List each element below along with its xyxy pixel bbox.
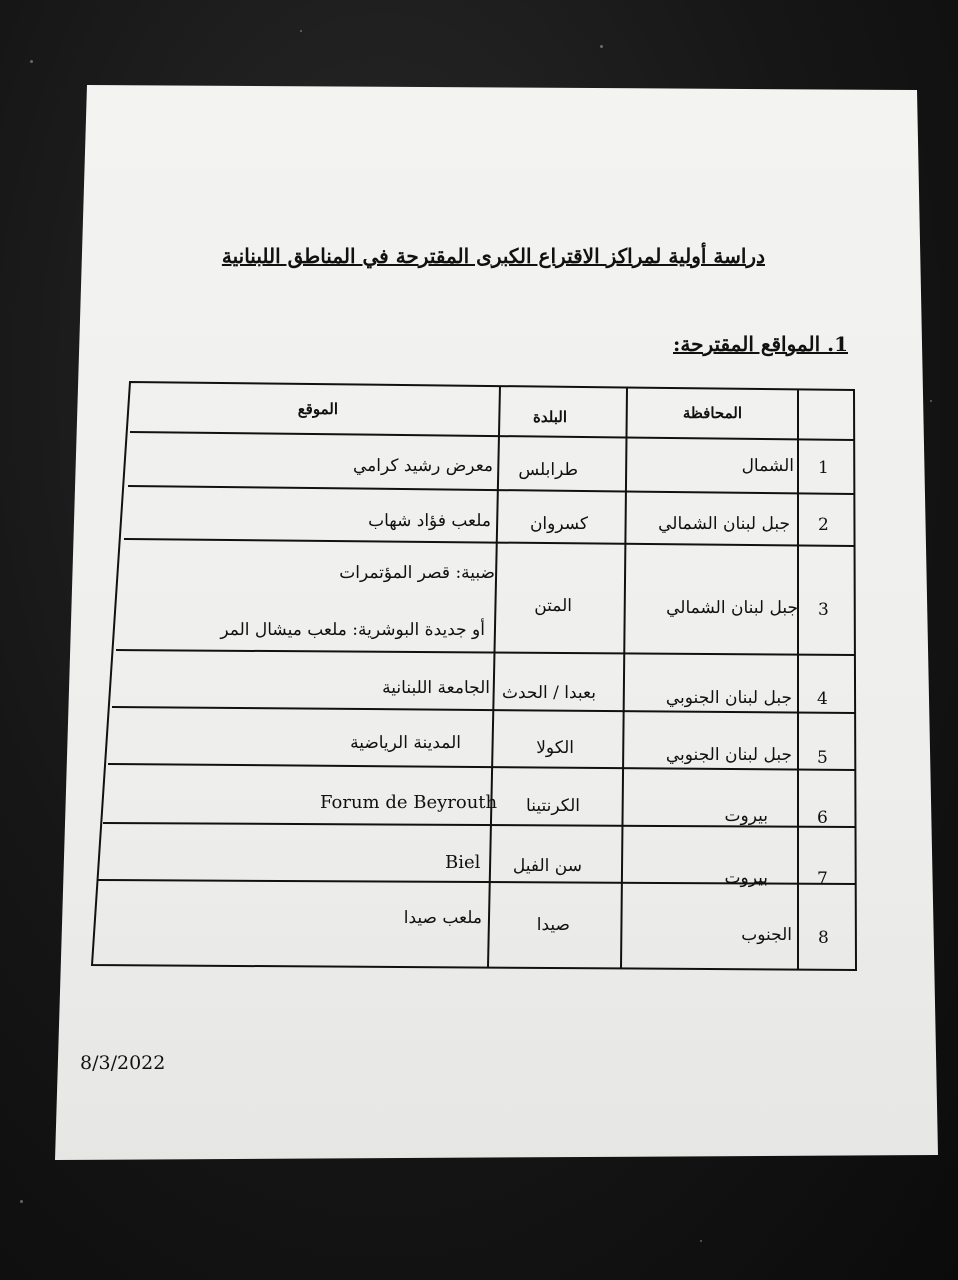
location-cell-alt: أو جديدة البوشرية: ملعب ميشال المر — [220, 620, 485, 640]
governorate-cell: بيروت — [724, 868, 768, 888]
col-line — [621, 388, 627, 968]
row-number: 2 — [818, 515, 829, 535]
row-line — [128, 486, 854, 494]
header-governorate: المحافظة — [682, 404, 742, 422]
location-cell: معرض رشيد كرامي — [352, 456, 493, 476]
location-cell: المدينة الرياضية — [350, 733, 461, 753]
town-cell: صيدا — [536, 915, 570, 935]
governorate-cell: الجنوب — [741, 925, 792, 945]
document-date: 8/3/2022 — [80, 1052, 166, 1074]
town-cell: سن الفيل — [512, 856, 582, 876]
town-cell: بعبدا / الحدث — [501, 683, 596, 703]
governorate-cell: جبل لبنان الجنوبي — [665, 688, 792, 708]
governorate-cell: الشمال — [741, 456, 794, 476]
row-line — [116, 650, 855, 655]
row-line — [130, 432, 854, 440]
document-title: دراسة أولية لمراكز الاقتراع الكبرى المقترحة في المناطق اللبنانية — [221, 244, 765, 268]
location-cell: Biel — [445, 852, 481, 873]
town-cell: المتن — [534, 596, 572, 616]
header-location: الموقع — [297, 400, 338, 418]
row-number: 4 — [817, 689, 828, 709]
row-line — [124, 539, 854, 546]
row-number: 5 — [817, 748, 828, 768]
town-cell: الكولا — [536, 738, 574, 758]
section-heading: 1. المواقع المقترحة: — [673, 332, 848, 356]
row-number: 7 — [817, 869, 828, 889]
row-number: 1 — [818, 458, 829, 478]
location-cell: ضبية: قصر المؤتمرات — [339, 563, 495, 583]
town-cell: الكرنتينا — [526, 796, 580, 816]
location-cell: Forum de Beyrouth — [320, 792, 498, 813]
governorate-cell: جبل لبنان الشمالي — [666, 598, 798, 618]
governorate-cell: بيروت — [724, 806, 768, 826]
town-cell: طرابلس — [518, 460, 578, 480]
location-cell: ملعب فؤاد شهاب — [368, 511, 491, 531]
row-number: 8 — [818, 928, 829, 948]
row-number: 6 — [817, 808, 828, 828]
location-cell: ملعب صيدا — [403, 908, 482, 928]
town-cell: كسروان — [529, 514, 588, 534]
header-town: البلدة — [533, 408, 567, 426]
location-cell: الجامعة اللبنانية — [382, 678, 490, 698]
governorate-cell: جبل لبنان الشمالي — [658, 514, 790, 534]
governorate-cell: جبل لبنان الجنوبي — [665, 745, 792, 765]
row-number: 3 — [818, 600, 829, 620]
